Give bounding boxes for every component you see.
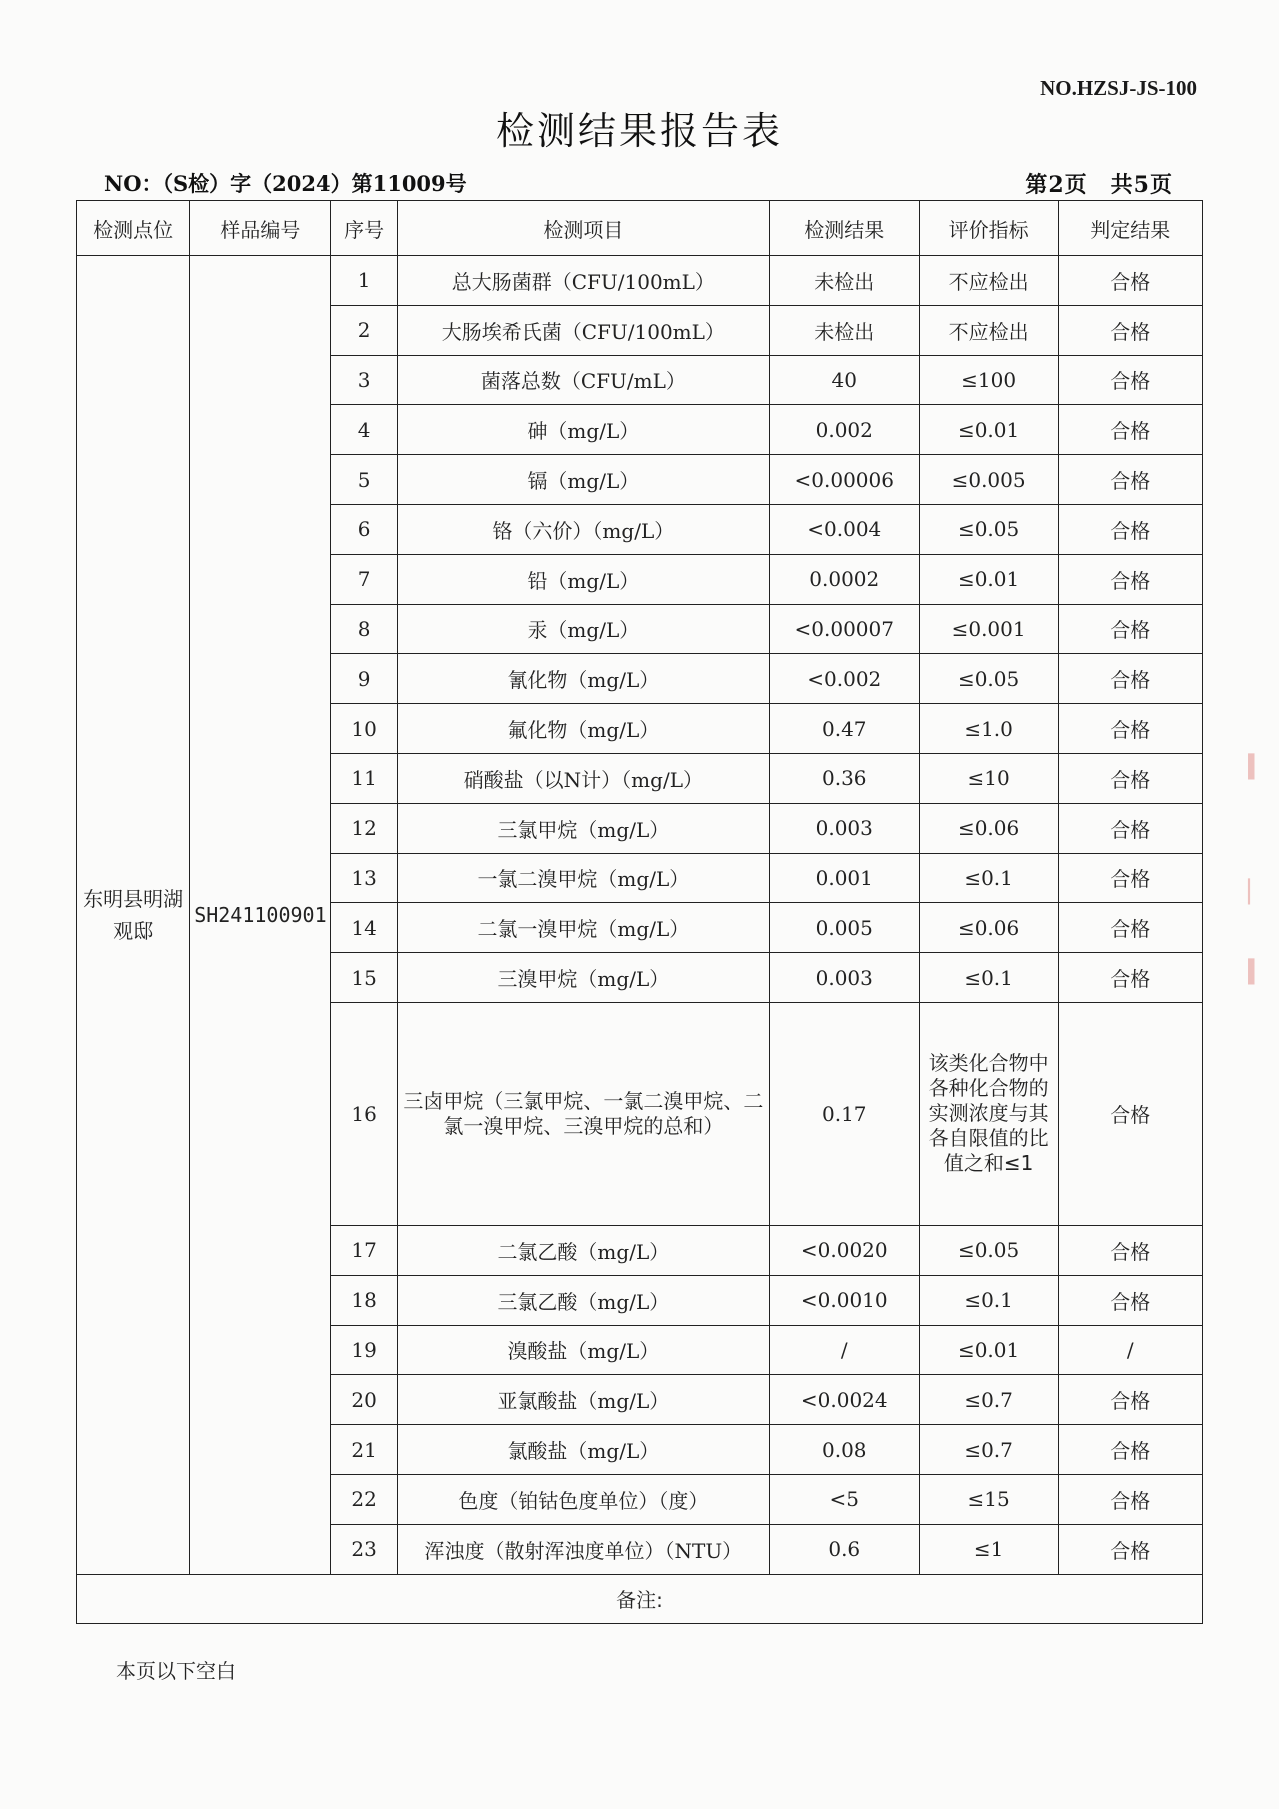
limit-value: ≤0.1 bbox=[919, 1275, 1058, 1325]
test-result: 0.003 bbox=[769, 803, 919, 853]
limit-value: ≤0.01 bbox=[919, 554, 1058, 604]
test-item: 大肠埃希氏菌（CFU/100mL） bbox=[397, 305, 769, 355]
limit-value: ≤0.01 bbox=[919, 405, 1058, 455]
verdict: 合格 bbox=[1058, 1425, 1202, 1475]
seal-fragment: ▍ bbox=[1248, 960, 1265, 985]
test-item: 砷（mg/L） bbox=[397, 405, 769, 455]
verdict: 合格 bbox=[1058, 903, 1202, 953]
limit-value: 该类化合物中各种化合物的实测浓度与其各自限值的比值之和≤1 bbox=[919, 1002, 1058, 1225]
limit-value: ≤0.001 bbox=[919, 604, 1058, 654]
limit-value: ≤0.7 bbox=[919, 1425, 1058, 1475]
header-limit: 评价指标 bbox=[919, 201, 1058, 256]
test-result: <0.00007 bbox=[769, 604, 919, 654]
footer-note: 本页以下空白 bbox=[116, 1659, 236, 1683]
row-number: 23 bbox=[331, 1524, 397, 1574]
seal-fragment: ▍ bbox=[1248, 755, 1265, 780]
verdict: 合格 bbox=[1058, 455, 1202, 505]
limit-value: ≤0.1 bbox=[919, 853, 1058, 903]
row-number: 9 bbox=[331, 654, 397, 704]
test-item: 汞（mg/L） bbox=[397, 604, 769, 654]
test-result: <0.0020 bbox=[769, 1225, 919, 1275]
test-result: 0.002 bbox=[769, 405, 919, 455]
test-item: 铅（mg/L） bbox=[397, 554, 769, 604]
limit-value: ≤0.05 bbox=[919, 1225, 1058, 1275]
limit-value: ≤0.06 bbox=[919, 803, 1058, 853]
header-item: 检测项目 bbox=[397, 201, 769, 256]
test-result: 0.36 bbox=[769, 753, 919, 803]
row-number: 12 bbox=[331, 803, 397, 853]
results-table bbox=[76, 200, 1203, 1624]
row-number: 4 bbox=[331, 405, 397, 455]
test-result: / bbox=[769, 1325, 919, 1375]
test-result: 0.08 bbox=[769, 1425, 919, 1475]
verdict: 合格 bbox=[1058, 554, 1202, 604]
limit-value: ≤1.0 bbox=[919, 704, 1058, 754]
row-number: 6 bbox=[331, 504, 397, 554]
document-code: NO.HZSJ-JS-100 bbox=[1040, 76, 1197, 100]
limit-value: ≤100 bbox=[919, 355, 1058, 405]
header-row bbox=[77, 201, 1203, 256]
verdict: 合格 bbox=[1058, 753, 1202, 803]
verdict: 合格 bbox=[1058, 355, 1202, 405]
test-result: 0.001 bbox=[769, 853, 919, 903]
limit-value: ≤0.005 bbox=[919, 455, 1058, 505]
test-item: 二氯一溴甲烷（mg/L） bbox=[397, 903, 769, 953]
test-item: 色度（铂钴色度单位）（度） bbox=[397, 1474, 769, 1524]
limit-value: ≤0.7 bbox=[919, 1375, 1058, 1425]
page-info: 第2页 共5页 bbox=[1025, 172, 1173, 198]
test-result: 0.6 bbox=[769, 1524, 919, 1574]
verdict: 合格 bbox=[1058, 953, 1202, 1003]
row-number: 13 bbox=[331, 853, 397, 903]
header-result: 检测结果 bbox=[769, 201, 919, 256]
test-result: 0.005 bbox=[769, 903, 919, 953]
test-result: 0.0002 bbox=[769, 554, 919, 604]
header-no: 序号 bbox=[331, 201, 397, 256]
limit-value: ≤0.1 bbox=[919, 953, 1058, 1003]
sample-id-cell: SH241100901 bbox=[190, 256, 331, 1575]
test-result: <0.0024 bbox=[769, 1375, 919, 1425]
test-result: <0.002 bbox=[769, 654, 919, 704]
row-number: 21 bbox=[331, 1425, 397, 1475]
row-number: 1 bbox=[331, 256, 397, 306]
seal-fragment: ▏ bbox=[1248, 880, 1265, 905]
verdict: 合格 bbox=[1058, 654, 1202, 704]
row-number: 10 bbox=[331, 704, 397, 754]
limit-value: ≤0.05 bbox=[919, 654, 1058, 704]
verdict: / bbox=[1058, 1325, 1202, 1375]
test-result: 40 bbox=[769, 355, 919, 405]
verdict: 合格 bbox=[1058, 1002, 1202, 1225]
row-number: 11 bbox=[331, 753, 397, 803]
verdict: 合格 bbox=[1058, 1474, 1202, 1524]
test-item: 氰化物（mg/L） bbox=[397, 654, 769, 704]
test-result: 0.17 bbox=[769, 1002, 919, 1225]
test-result: <0.0010 bbox=[769, 1275, 919, 1325]
limit-value: ≤1 bbox=[919, 1524, 1058, 1574]
verdict: 合格 bbox=[1058, 1275, 1202, 1325]
row-number: 3 bbox=[331, 355, 397, 405]
test-item: 三氯乙酸（mg/L） bbox=[397, 1275, 769, 1325]
report-number: NO：（S检）字（2024）第11009号 bbox=[104, 171, 467, 196]
row-number: 5 bbox=[331, 455, 397, 505]
test-item: 氟化物（mg/L） bbox=[397, 704, 769, 754]
test-result: <0.00006 bbox=[769, 455, 919, 505]
test-item: 一氯二溴甲烷（mg/L） bbox=[397, 853, 769, 903]
test-item: 三卤甲烷（三氯甲烷、一氯二溴甲烷、二氯一溴甲烷、三溴甲烷的总和） bbox=[397, 1002, 769, 1225]
verdict: 合格 bbox=[1058, 604, 1202, 654]
verdict: 合格 bbox=[1058, 305, 1202, 355]
test-item: 三溴甲烷（mg/L） bbox=[397, 953, 769, 1003]
test-result: 未检出 bbox=[769, 305, 919, 355]
row-number: 16 bbox=[331, 1002, 397, 1225]
test-item: 溴酸盐（mg/L） bbox=[397, 1325, 769, 1375]
test-item: 浑浊度（散射浑浊度单位）（NTU） bbox=[397, 1524, 769, 1574]
row-number: 19 bbox=[331, 1325, 397, 1375]
header-site: 检测点位 bbox=[77, 201, 190, 256]
remarks: 备注: bbox=[77, 1574, 1203, 1624]
row-number: 20 bbox=[331, 1375, 397, 1425]
verdict: 合格 bbox=[1058, 704, 1202, 754]
test-result: <5 bbox=[769, 1474, 919, 1524]
verdict: 合格 bbox=[1058, 1375, 1202, 1425]
limit-value: ≤15 bbox=[919, 1474, 1058, 1524]
test-item: 铬（六价）（mg/L） bbox=[397, 504, 769, 554]
verdict: 合格 bbox=[1058, 256, 1202, 306]
test-item: 菌落总数（CFU/mL） bbox=[397, 355, 769, 405]
limit-value: ≤0.01 bbox=[919, 1325, 1058, 1375]
limit-value: ≤10 bbox=[919, 753, 1058, 803]
verdict: 合格 bbox=[1058, 504, 1202, 554]
verdict: 合格 bbox=[1058, 853, 1202, 903]
test-result: 未检出 bbox=[769, 256, 919, 306]
verdict: 合格 bbox=[1058, 803, 1202, 853]
verdict: 合格 bbox=[1058, 1524, 1202, 1574]
test-result: 0.47 bbox=[769, 704, 919, 754]
row-number: 2 bbox=[331, 305, 397, 355]
table-row bbox=[77, 256, 1203, 306]
row-number: 22 bbox=[331, 1474, 397, 1524]
test-item: 三氯甲烷（mg/L） bbox=[397, 803, 769, 853]
test-item: 亚氯酸盐（mg/L） bbox=[397, 1375, 769, 1425]
header-sample-id: 样品编号 bbox=[190, 201, 331, 256]
test-item: 二氯乙酸（mg/L） bbox=[397, 1225, 769, 1275]
row-number: 8 bbox=[331, 604, 397, 654]
row-number: 15 bbox=[331, 953, 397, 1003]
row-number: 18 bbox=[331, 1275, 397, 1325]
row-number: 7 bbox=[331, 554, 397, 604]
test-item: 硝酸盐（以N计）（mg/L） bbox=[397, 753, 769, 803]
site-cell: 东明县明湖观邸 bbox=[77, 256, 190, 1575]
verdict: 合格 bbox=[1058, 405, 1202, 455]
header-verdict: 判定结果 bbox=[1058, 201, 1202, 256]
test-item: 镉（mg/L） bbox=[397, 455, 769, 505]
limit-value: 不应检出 bbox=[919, 256, 1058, 306]
verdict: 合格 bbox=[1058, 1225, 1202, 1275]
row-number: 14 bbox=[331, 903, 397, 953]
test-result: 0.003 bbox=[769, 953, 919, 1003]
row-number: 17 bbox=[331, 1225, 397, 1275]
limit-value: ≤0.06 bbox=[919, 903, 1058, 953]
test-item: 总大肠菌群（CFU/100mL） bbox=[397, 256, 769, 306]
test-item: 氯酸盐（mg/L） bbox=[397, 1425, 769, 1475]
limit-value: ≤0.05 bbox=[919, 504, 1058, 554]
page-title: 检测结果报告表 bbox=[495, 109, 783, 153]
limit-value: 不应检出 bbox=[919, 305, 1058, 355]
test-result: <0.004 bbox=[769, 504, 919, 554]
